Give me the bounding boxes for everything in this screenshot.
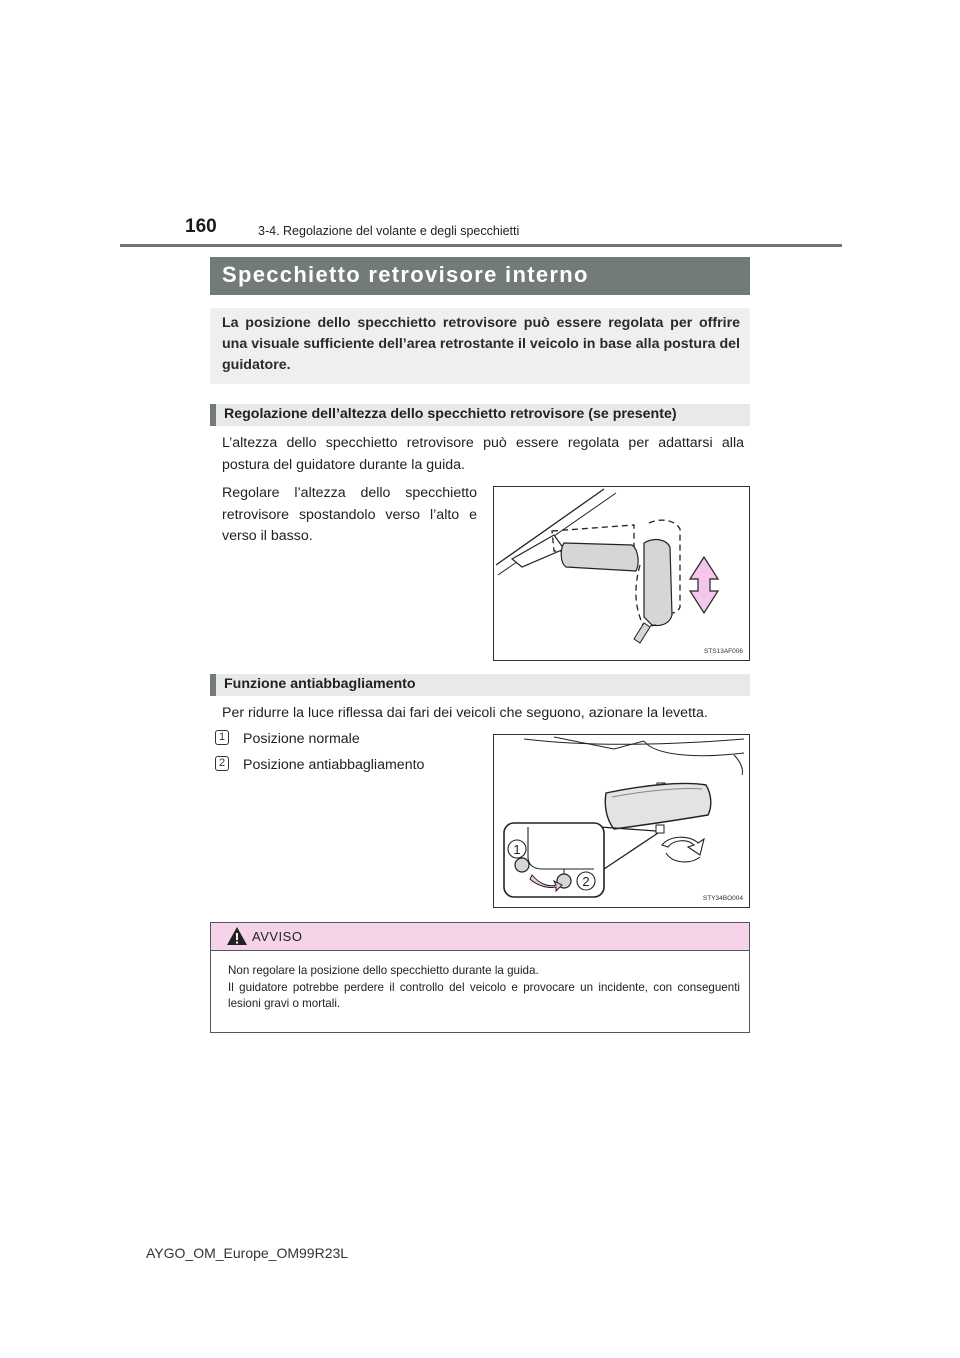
subheading-text: Regolazione dell’altezza dello specchietto retrovisore (se presente) — [224, 406, 677, 422]
antiglare-figure — [493, 734, 750, 908]
number-icon-2: 2 — [215, 756, 229, 771]
subheading-text: Funzione antiabbagliamento — [224, 676, 416, 692]
figure-code: STS13AF006 — [703, 648, 743, 655]
intro-text: La posizione dello specchietto retrovisore può essere regolata per offrire una visuale sufficiente dell’area retrostante il veicolo in base alla postura del guidatore. — [222, 315, 740, 373]
figure-code: STY34BO004 — [702, 895, 743, 902]
footer-doc-id: AYGO_OM_Europe_OM99R23L — [146, 1245, 349, 1261]
subheading-height-adjustment — [210, 404, 750, 426]
section-header: 3-4. Regolazione del volante e degli specchietti — [258, 224, 520, 238]
mirror-height-illustration — [494, 487, 749, 660]
height-paragraph: L’altezza dello specchietto retrovisore può essere regolata per adattarsi alla postura del guidatore durante la guida. — [222, 435, 744, 473]
page-number: 160 — [185, 216, 217, 237]
antiglare-illustration — [494, 735, 749, 907]
warning-triangle-icon — [226, 926, 248, 946]
item-label-antiglare: Posizione antiabbagliamento — [243, 757, 425, 773]
mirror-height-figure — [493, 486, 750, 661]
header-divider — [120, 244, 842, 247]
height-instruction: Regolare l’altezza dello specchietto retrovisore spostandolo verso l’alto e verso il basso. — [222, 485, 477, 544]
warning-title: AVVISO — [252, 929, 303, 944]
number-icon-1: 1 — [215, 730, 229, 745]
item-label-normal: Posizione normale — [243, 731, 360, 747]
subheading-antiglare — [210, 674, 750, 696]
callout-1: 1 — [513, 842, 521, 857]
warning-text: Non regolare la posizione dello specchietto durante la guida. Il guidatore potrebbe perdere il controllo del veicolo e provocare un incidente, con conseguenti lesioni gravi o mortali. — [228, 964, 740, 1010]
page-title: Specchietto retrovisore interno — [222, 262, 589, 287]
callout-2: 2 — [582, 874, 590, 889]
antiglare-paragraph: Per ridurre la luce riflessa dai fari dei veicoli che seguono, azionare la levetta. — [222, 705, 708, 721]
